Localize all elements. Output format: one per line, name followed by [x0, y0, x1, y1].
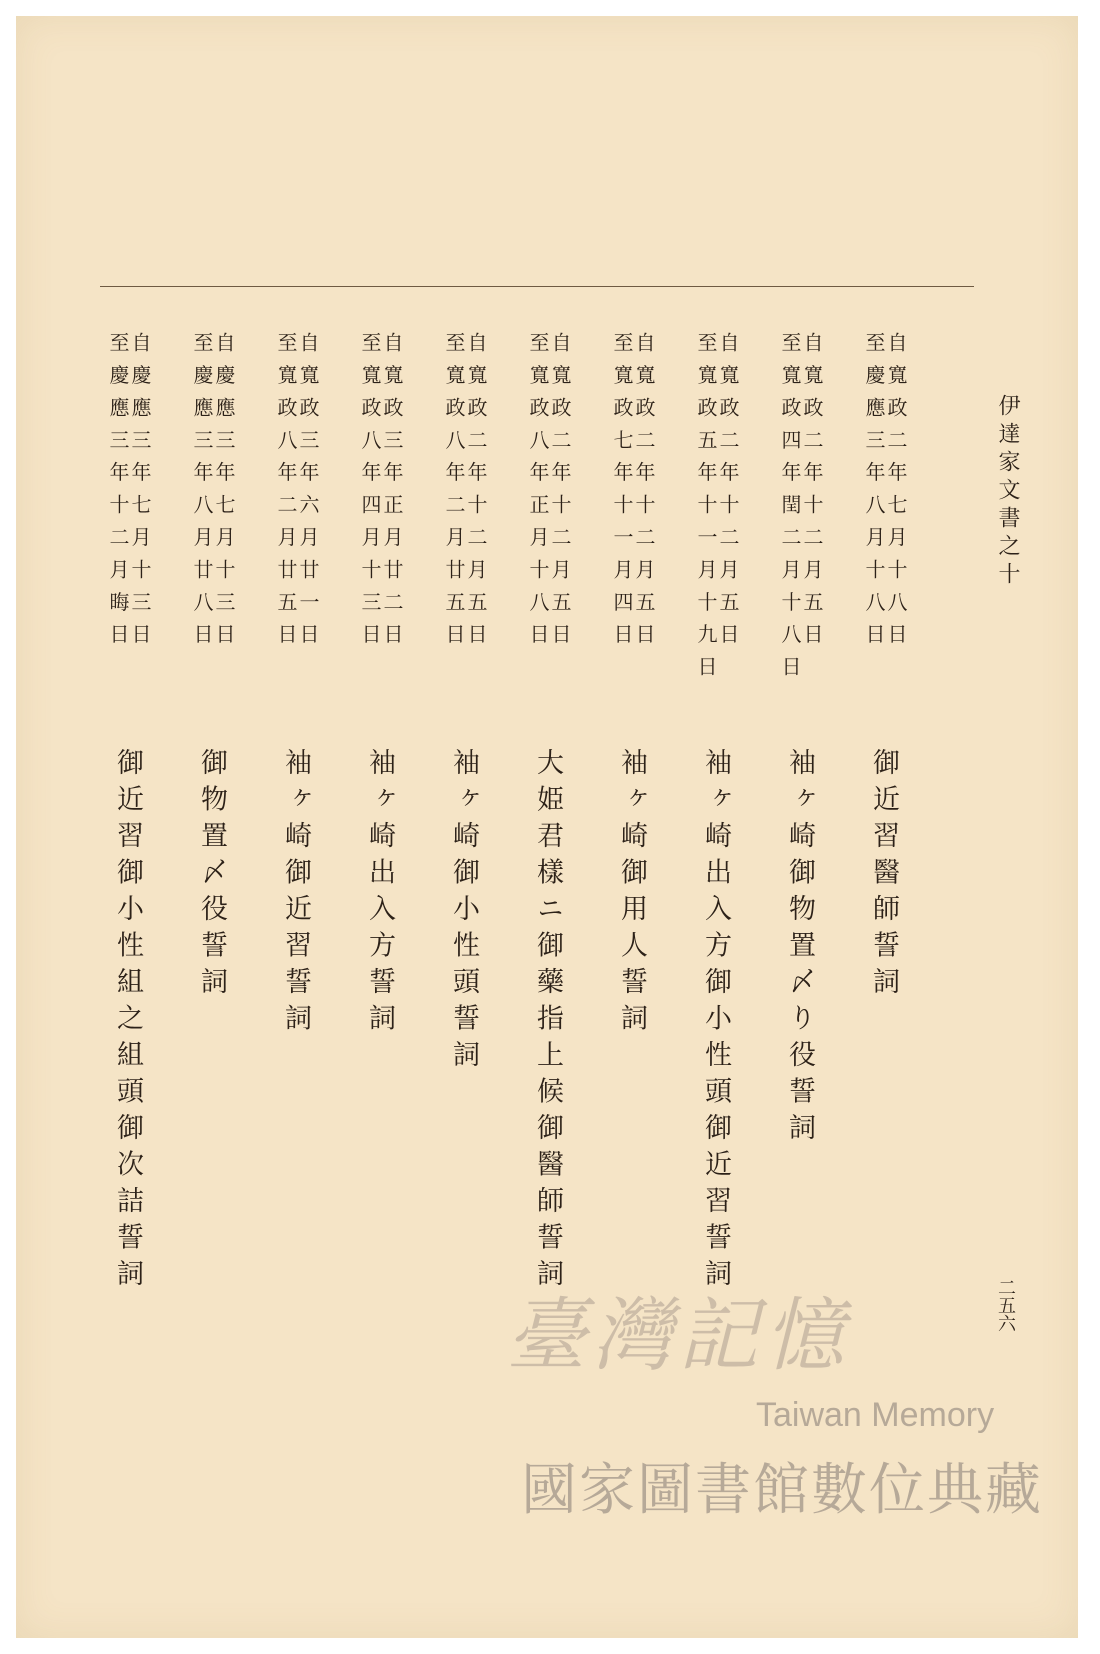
entry-to-date: 至寬政八年四月十三日	[358, 332, 382, 656]
entry-to-date: 至慶應三年十二月晦日	[106, 332, 130, 656]
entry-from-date: 自寬政二年十二月五日	[800, 332, 824, 656]
entry-title: 袖ヶ崎御物置〆り役誓詞	[784, 748, 815, 1150]
entry-to-date: 至寬政八年正月十八日	[526, 332, 550, 656]
entry-title: 御近習御小性組之組頭御次詰誓詞	[112, 748, 143, 1296]
entry-title: 袖ヶ崎御近習誓詞	[280, 748, 311, 1040]
entry-title: 袖ヶ崎御用人誓詞	[616, 748, 647, 1040]
entry-title: 袖ヶ崎出入方誓詞	[364, 748, 395, 1040]
entry-from-date: 自慶應三年七月十三日	[128, 332, 152, 656]
entry-title: 御近習醫師誓詞	[868, 748, 899, 1004]
entry-to-date: 至慶應三年八月廿八日	[190, 332, 214, 656]
entry-to-date: 至慶應三年八月十八日	[862, 332, 886, 656]
horizontal-rule	[100, 286, 974, 287]
entry-from-date: 自寬政三年正月廿二日	[380, 332, 404, 656]
entry-to-date: 至寬政四年閏二月十八日	[778, 332, 802, 689]
entry-title: 袖ヶ崎御小性頭誓詞	[448, 748, 479, 1077]
entry-title: 大姫君樣ニ御藥指上候御醫師誓詞	[532, 748, 563, 1296]
entry-from-date: 自寬政二年十二月五日	[632, 332, 656, 656]
entry-title: 袖ヶ崎出入方御小性頭御近習誓詞	[700, 748, 731, 1296]
entry-from-date: 自慶應三年七月十三日	[212, 332, 236, 656]
entry-from-date: 自寬政三年六月廿一日	[296, 332, 320, 656]
entry-from-date: 自寬政二年七月十八日	[884, 332, 908, 656]
watermark-english: Taiwan Memory	[756, 1396, 995, 1434]
entry-title: 御物置〆役誓詞	[196, 748, 227, 1004]
watermark-library: 國家圖書館數位典藏	[521, 1458, 1043, 1521]
watermark-chinese: 臺灣記憶	[506, 1289, 850, 1382]
page-number: 二五六	[995, 1278, 1016, 1332]
entry-to-date: 至寬政八年二月廿五日	[274, 332, 298, 656]
entry-from-date: 自寬政二年十二月五日	[464, 332, 488, 656]
entry-to-date: 至寬政七年十一月四日	[610, 332, 634, 656]
entry-from-date: 自寬政二年十二月五日	[548, 332, 572, 656]
page-header: 伊達家文書之十	[995, 394, 1020, 590]
document-page	[16, 16, 1078, 1638]
entry-from-date: 自寬政二年十二月五日	[716, 332, 740, 656]
entry-to-date: 至寬政八年二月廿五日	[442, 332, 466, 656]
entry-to-date: 至寬政五年十一月十九日	[694, 332, 718, 689]
